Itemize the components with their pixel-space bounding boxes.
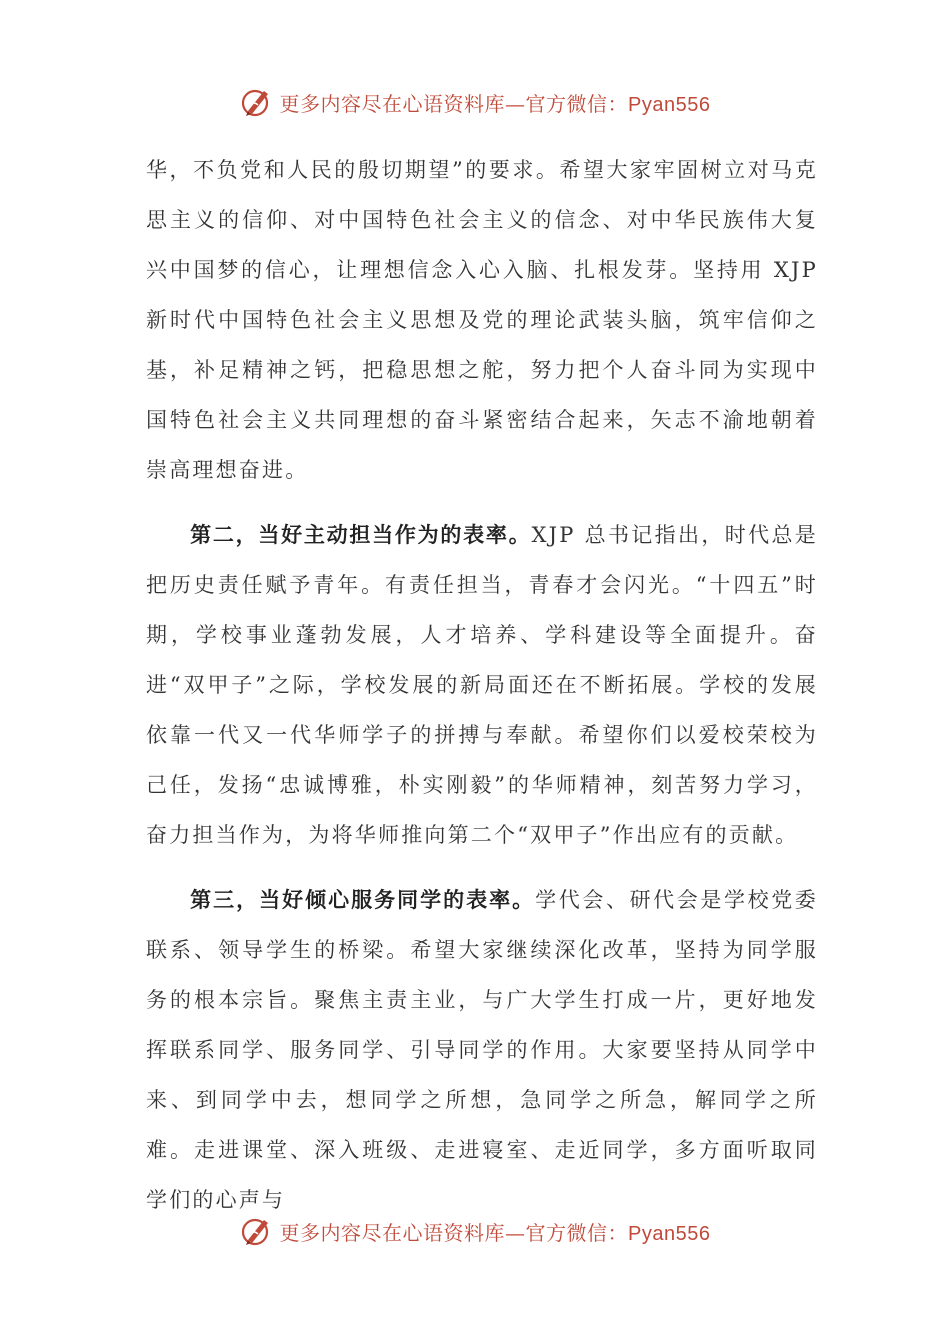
third-point-heading: 第三，当好倾心服务同学的表率。 [190,888,536,912]
pen-circle-icon [240,1214,274,1248]
paragraph-continuation: 华，不负党和人民的殷切期望”的要求。希望大家牢固树立对马克思主义的信仰、对中国特色社会主义的信念、对中华民族伟大复兴中国梦的信心，让理想信念入心入脑、扎根发芽。坚持用 XJP 新时代中国特色社会主义思想及党的理论武装头脑，筑牢信仰之基，补足精神之钙，把稳思想之舵，努力把个人奋斗同为实现中国特色社会主义共同理想的奋斗紧密结合起来，矢志不渝地朝着崇高理想奋进。 [146,158,818,482]
paragraph-third-point [146,875,818,1225]
header-watermark-text [280,88,711,117]
footer-watermark [0,1211,950,1251]
pen-circle-icon [240,85,274,119]
paragraph-second-point [146,510,818,860]
second-point-heading: 第二，当好主动担当作为的表率。 [190,523,532,547]
header-watermark-label: 更多内容尽在心语资料库—官方微信： [279,91,629,116]
document-body [146,145,818,1225]
footer-watermark-label: 更多内容尽在心语资料库—官方微信： [279,1220,629,1245]
footer-wechat-id: Pyan556 [628,1222,711,1245]
footer-watermark-text [280,1217,711,1246]
header-wechat-id: Pyan556 [628,93,711,116]
third-point-text: 学代会、研代会是学校党委联系、领导学生的桥梁。希望大家继续深化改革，坚持为同学服务的根本宗旨。聚焦主责主业，与广大学生打成一片，更好地发挥联系同学、服务同学、引导同学的作用。大家要坚持从同学中来、到同学中去，想同学之所想，急同学之所急，解同学之所难。走进课堂、深入班级、走进寝室、走近同学，多方面听取同学们的心声与 [146,888,818,1212]
second-point-text: XJP 总书记指出，时代总是把历史责任赋予青年。有责任担当，青春才会闪光。“十四五”时期，学校事业蓬勃发展，人才培养、学科建设等全面提升。奋进“双甲子”之际，学校发展的新局面还在不断拓展。学校的发展依靠一代又一代华师学子的拼搏与奉献。希望你们以爱校荣校为己任，发扬“忠诚博雅，朴实刚毅”的华师精神，刻苦努力学习，奋力担当作为，为将华师推向第二个“双甲子”作出应有的贡献。 [146,523,818,847]
header-watermark [0,82,950,122]
